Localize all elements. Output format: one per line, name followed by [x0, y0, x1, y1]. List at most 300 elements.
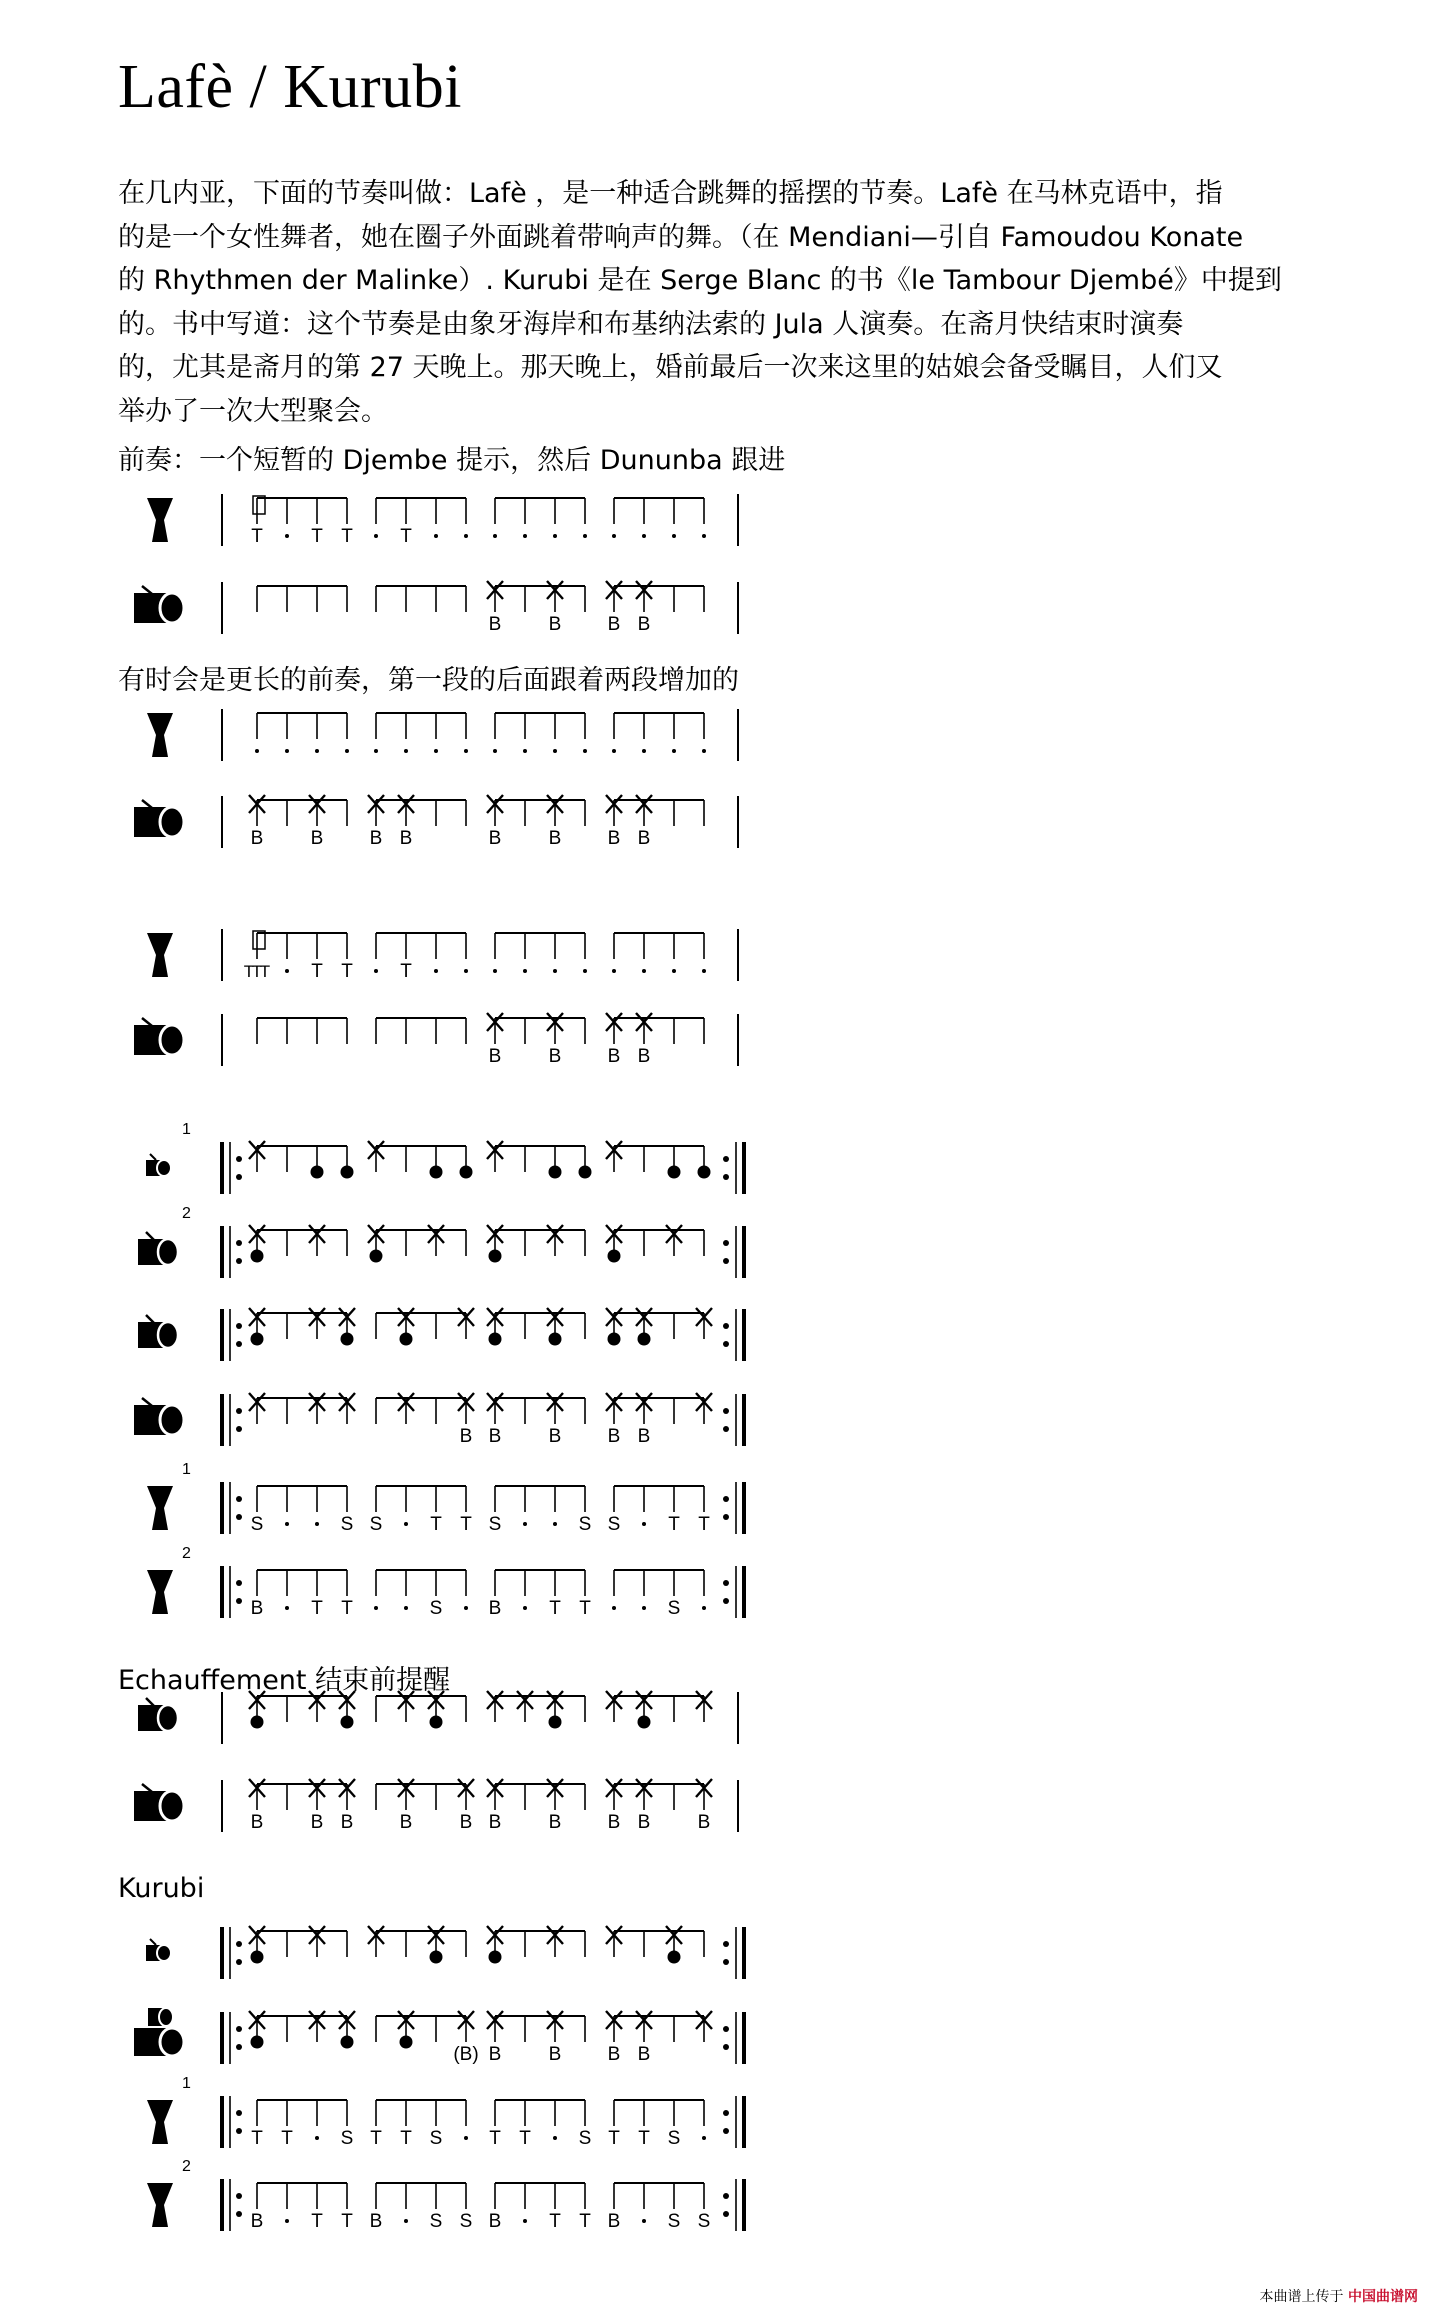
stroke-letter: T — [341, 526, 353, 547]
staff-row — [147, 1461, 744, 1535]
kurubi-heading: Kurubi — [118, 1873, 205, 1904]
repeat-dot — [723, 2211, 729, 2217]
stroke-letter: S — [578, 2128, 592, 2149]
rest-dot — [523, 534, 527, 538]
rest-dot — [285, 1522, 289, 1526]
stroke-letter: T — [549, 1598, 561, 1619]
rest-dot — [642, 969, 646, 973]
stroke-letter: T — [668, 1514, 680, 1535]
repeat-dot — [236, 1341, 242, 1347]
stroke-letter: B — [637, 828, 651, 849]
intro-line: 的。书中写道：这个节奏是由象牙海岸和布基纳法索的 Jula 人演奏。在斋月快结束时演奏 — [118, 308, 1184, 340]
drum-stick — [150, 1939, 156, 1945]
rest-dot — [285, 749, 289, 753]
stroke-letter: B — [488, 1598, 502, 1619]
rest-dot — [464, 749, 468, 753]
drum-stick — [150, 1154, 156, 1160]
repeat-dot — [723, 1941, 729, 1947]
open-stroke-dot — [370, 1250, 383, 1263]
stroke-letter: T — [638, 2128, 650, 2149]
stroke-letter: B — [459, 1812, 473, 1833]
rest-dot — [612, 749, 616, 753]
drum-stick — [146, 1315, 154, 1323]
longer-intro-heading: 有时会是更长的前奏，第一段的后面跟着两段增加的 — [118, 665, 739, 696]
dununba-icon — [134, 1018, 184, 1055]
rest-dot — [315, 749, 319, 753]
repeat-dot — [236, 1959, 242, 1965]
staff-row — [138, 1691, 738, 1744]
rest-dot — [523, 969, 527, 973]
stroke-letter: T — [400, 961, 412, 982]
stroke-letter: T — [400, 526, 412, 547]
stroke-letter: B — [369, 2211, 383, 2232]
drum-stick — [142, 1784, 152, 1792]
drum-head — [157, 1945, 171, 1961]
stroke-letter: B — [488, 1426, 502, 1447]
staff-row — [134, 795, 738, 849]
stroke-letter: S — [607, 1514, 621, 1535]
kenkeni-icon — [146, 1154, 171, 1176]
rest-dot — [612, 969, 616, 973]
stroke-letter: B — [548, 828, 562, 849]
part-number: 2 — [182, 2158, 191, 2175]
open-stroke-dot — [549, 1716, 562, 1729]
djembe-body — [147, 1486, 173, 1530]
drum-head-top — [159, 2008, 173, 2026]
stroke-letter: S — [340, 2128, 354, 2149]
sangban-icon — [138, 1698, 178, 1731]
repeat-dot — [723, 2044, 729, 2050]
stroke-letter: T — [251, 526, 263, 547]
rest-dot — [523, 1606, 527, 1610]
open-stroke-dot — [608, 1333, 621, 1346]
open-stroke-dot — [341, 1716, 354, 1729]
open-stroke-dot — [251, 1333, 264, 1346]
rest-dot — [315, 2136, 319, 2140]
drum-stick — [146, 1698, 154, 1706]
rest-dot — [612, 1606, 616, 1610]
stroke-letter: T — [243, 962, 255, 981]
stroke-letter: T — [311, 526, 323, 547]
open-stroke-dot — [489, 1951, 502, 1964]
staff-row — [134, 2008, 744, 2065]
footer-brand: 中国曲谱网 — [1348, 2289, 1418, 2305]
open-stroke-dot — [430, 1951, 443, 1964]
rest-dot — [642, 749, 646, 753]
staff-row — [147, 929, 738, 982]
repeat-dot — [236, 1426, 242, 1432]
rest-dot — [404, 2219, 408, 2223]
intro-heading: 前奏：一个短暂的 Djembe 提示，然后 Dununba 跟进 — [118, 445, 786, 476]
drum-head — [158, 1322, 178, 1348]
open-stroke-dot — [549, 1166, 562, 1179]
part-number: 1 — [182, 2075, 191, 2092]
three-dun-icon — [134, 2008, 184, 2056]
stroke-letter: B — [607, 2211, 621, 2232]
rest-dot — [553, 749, 557, 753]
stroke-letter: B — [548, 2044, 562, 2065]
repeat-dot — [236, 2110, 242, 2116]
stroke-letter: T — [608, 2128, 620, 2149]
stroke-letter: T — [259, 962, 271, 981]
stroke-letter: S — [459, 2211, 473, 2232]
staff-row — [146, 1121, 744, 1194]
rest-dot — [255, 749, 259, 753]
open-stroke-dot — [489, 1250, 502, 1263]
repeat-dot — [236, 1598, 242, 1604]
page-title: Lafè / Kurubi — [118, 53, 462, 121]
stroke-letter: T — [370, 2128, 382, 2149]
repeat-dot — [723, 1341, 729, 1347]
stroke-letter: B — [488, 614, 502, 635]
rest-dot — [285, 1606, 289, 1610]
rest-dot — [285, 969, 289, 973]
drum-head — [160, 1405, 184, 1435]
stroke-letter: (B) — [453, 2044, 479, 2065]
open-stroke-dot — [251, 1250, 264, 1263]
rest-dot — [642, 1522, 646, 1526]
stroke-letter: B — [548, 1426, 562, 1447]
rest-dot — [374, 969, 378, 973]
drum-stick — [142, 1398, 152, 1406]
drum-stick — [146, 1232, 154, 1240]
repeat-dot — [236, 1496, 242, 1502]
intro-line: 在几内亚，下面的节奏叫做：Lafè ，是一种适合跳舞的摇摆的节奏。Lafè 在马林克语中，指 — [118, 178, 1223, 209]
stroke-letter: B — [637, 2044, 651, 2065]
sangban-icon — [138, 1232, 178, 1265]
open-stroke-dot — [341, 1333, 354, 1346]
footer-credit — [1260, 2286, 1418, 2306]
open-stroke-dot — [341, 1166, 354, 1179]
repeat-dot — [723, 1959, 729, 1965]
repeat-dot — [723, 1580, 729, 1586]
repeat-dot — [723, 1323, 729, 1329]
part-number: 2 — [182, 1205, 191, 1222]
staff-row — [147, 1545, 744, 1619]
open-stroke-dot — [460, 1166, 473, 1179]
rest-dot — [553, 2136, 557, 2140]
djembe-body — [147, 2100, 173, 2144]
repeat-dot — [236, 1323, 242, 1329]
repeat-dot — [723, 2128, 729, 2134]
dununba-icon — [134, 1398, 184, 1435]
stroke-letter: T — [311, 961, 323, 982]
stroke-letter: T — [251, 2128, 263, 2149]
footer-prefix: 本曲谱上传于 — [1259, 2289, 1344, 2305]
stroke-letter: B — [310, 1812, 324, 1833]
stroke-letter: T — [460, 1514, 472, 1535]
stroke-letter: T — [549, 2211, 561, 2232]
open-stroke-dot — [608, 1250, 621, 1263]
rest-dot — [285, 2219, 289, 2223]
repeat-dot — [723, 1496, 729, 1502]
open-stroke-dot — [400, 2036, 413, 2049]
rest-dot — [612, 534, 616, 538]
stroke-letter: B — [250, 828, 264, 849]
stroke-letter: T — [698, 1514, 710, 1535]
stroke-letter: B — [369, 828, 383, 849]
rest-dot — [493, 749, 497, 753]
open-stroke-dot — [549, 1333, 562, 1346]
stroke-letter: B — [607, 2044, 621, 2065]
staff-row — [146, 1926, 744, 1979]
staff-row — [147, 2075, 744, 2149]
rest-dot — [523, 1522, 527, 1526]
rest-dot — [702, 1606, 706, 1610]
stroke-letter: B — [488, 1812, 502, 1833]
open-stroke-dot — [638, 1716, 651, 1729]
stroke-letter: B — [697, 1812, 711, 1833]
drum-head — [160, 2028, 184, 2056]
stroke-letter: B — [548, 1812, 562, 1833]
djembe-body — [147, 1570, 173, 1614]
djembe-body — [147, 498, 173, 542]
drum-head — [160, 807, 184, 837]
rest-dot — [702, 969, 706, 973]
djembe-body — [147, 933, 173, 977]
stroke-letter: T — [579, 2211, 591, 2232]
dununba-icon — [134, 800, 184, 837]
drum-head — [160, 1791, 184, 1821]
open-stroke-dot — [311, 1166, 324, 1179]
rest-dot — [642, 1606, 646, 1610]
repeat-dot — [723, 1240, 729, 1246]
rest-dot — [464, 969, 468, 973]
staff-row — [147, 2158, 744, 2232]
stroke-letter: T — [251, 962, 263, 981]
stroke-letter: B — [607, 828, 621, 849]
drum-stick — [142, 800, 152, 808]
intro-line: 的 Rhythmen der Malinke）. Kurubi 是在 Serge Blanc 的书《le Tambour Djembé》中提到 — [118, 265, 1282, 297]
stroke-letter: S — [429, 2128, 443, 2149]
repeat-dot — [723, 1174, 729, 1180]
echauffement-heading: Echauffement 结束前提醒 — [118, 1665, 451, 1696]
rest-dot — [553, 969, 557, 973]
rest-dot — [553, 534, 557, 538]
repeat-dot — [236, 1514, 242, 1520]
djembe-icon — [147, 2183, 173, 2227]
repeat-dot — [723, 1514, 729, 1520]
part-number: 1 — [182, 1461, 191, 1478]
stroke-letter: S — [429, 1598, 443, 1619]
stroke-letter: B — [637, 1426, 651, 1447]
rest-dot — [583, 534, 587, 538]
part-number: 2 — [182, 1545, 191, 1562]
rest-dot — [285, 534, 289, 538]
stroke-letter: S — [697, 2211, 711, 2232]
repeat-dot — [236, 1941, 242, 1947]
rest-dot — [404, 1522, 408, 1526]
rest-dot — [642, 2219, 646, 2223]
stroke-letter: B — [637, 1812, 651, 1833]
rest-dot — [702, 534, 706, 538]
stroke-letter: B — [607, 1046, 621, 1067]
open-stroke-dot — [430, 1716, 443, 1729]
rest-dot — [583, 969, 587, 973]
rest-dot — [404, 749, 408, 753]
repeat-dot — [723, 1598, 729, 1604]
open-stroke-dot — [341, 2036, 354, 2049]
stroke-letter: B — [310, 828, 324, 849]
repeat-dot — [723, 1426, 729, 1432]
rest-dot — [464, 534, 468, 538]
rest-dot — [404, 1606, 408, 1610]
open-stroke-dot — [698, 1166, 711, 1179]
part-number: 1 — [182, 1121, 191, 1138]
stroke-letter: B — [488, 2211, 502, 2232]
stroke-letter: S — [369, 1514, 383, 1535]
djembe-icon — [147, 933, 173, 977]
drum-stick — [142, 1018, 152, 1026]
rest-dot — [374, 534, 378, 538]
stroke-letter: S — [340, 1514, 354, 1535]
rest-dot — [374, 749, 378, 753]
stroke-letter: S — [250, 1514, 264, 1535]
repeat-dot — [723, 1258, 729, 1264]
drum-head — [158, 1239, 178, 1265]
djembe-icon — [147, 1486, 173, 1530]
repeat-dot — [723, 2193, 729, 2199]
open-stroke-dot — [579, 1166, 592, 1179]
stroke-letter: T — [311, 1598, 323, 1619]
stroke-letter: S — [429, 2211, 443, 2232]
staff-row — [134, 1779, 738, 1833]
repeat-dot — [236, 2026, 242, 2032]
rest-dot — [672, 534, 676, 538]
stroke-letter: B — [250, 1812, 264, 1833]
stroke-letter: B — [340, 1812, 354, 1833]
repeat-dot — [236, 2128, 242, 2134]
rest-dot — [702, 749, 706, 753]
stroke-letter: B — [488, 828, 502, 849]
stroke-letter: B — [250, 2211, 264, 2232]
djembe-body — [147, 713, 173, 757]
dununba-icon — [134, 586, 184, 623]
stroke-letter: S — [578, 1514, 592, 1535]
stroke-letter: T — [281, 2128, 293, 2149]
stroke-letter: T — [579, 1598, 591, 1619]
stroke-letter: B — [459, 1426, 473, 1447]
stroke-letter: B — [488, 1046, 502, 1067]
stroke-letter: B — [548, 614, 562, 635]
open-stroke-dot — [489, 1333, 502, 1346]
djembe-body — [147, 2183, 173, 2227]
repeat-dot — [723, 1156, 729, 1162]
rest-dot — [464, 1606, 468, 1610]
rest-dot — [434, 534, 438, 538]
dununba-icon — [134, 1784, 184, 1821]
stroke-letter: T — [519, 2128, 531, 2149]
rest-dot — [642, 534, 646, 538]
open-stroke-dot — [668, 1951, 681, 1964]
staff-row — [134, 1393, 744, 1447]
staff-row — [138, 1308, 744, 1361]
stroke-letter: B — [399, 828, 413, 849]
djembe-icon — [147, 713, 173, 757]
intro-line: 举办了一次大型聚会。 — [118, 395, 388, 427]
rest-dot — [583, 749, 587, 753]
drum-head — [158, 1705, 178, 1731]
rest-dot — [315, 1522, 319, 1526]
repeat-dot — [236, 2211, 242, 2217]
open-stroke-dot — [638, 1333, 651, 1346]
stroke-letter: S — [488, 1514, 502, 1535]
repeat-dot — [236, 1580, 242, 1586]
open-stroke-dot — [251, 2036, 264, 2049]
rest-dot — [434, 969, 438, 973]
open-stroke-dot — [251, 1716, 264, 1729]
repeat-dot — [723, 1408, 729, 1414]
stroke-letter: B — [548, 1046, 562, 1067]
staff-row — [147, 709, 738, 761]
stroke-letter: T — [341, 961, 353, 982]
stroke-letter: B — [250, 1598, 264, 1619]
staff-row — [134, 1013, 738, 1067]
stroke-letter: B — [637, 614, 651, 635]
open-stroke-dot — [430, 1166, 443, 1179]
drum-stick — [142, 586, 152, 594]
rest-dot — [672, 749, 676, 753]
open-stroke-dot — [668, 1166, 681, 1179]
rest-dot — [523, 2219, 527, 2223]
staff-row — [147, 494, 738, 547]
repeat-dot — [723, 2026, 729, 2032]
rest-dot — [345, 749, 349, 753]
staff-row — [138, 1205, 744, 1278]
sangban-icon — [138, 1315, 178, 1348]
djembe-icon — [147, 498, 173, 542]
stroke-letter: B — [607, 1812, 621, 1833]
kenkeni-icon — [146, 1939, 171, 1961]
repeat-dot — [236, 1240, 242, 1246]
djembe-icon — [147, 1570, 173, 1614]
rest-dot — [523, 749, 527, 753]
repeat-dot — [236, 1174, 242, 1180]
rest-dot — [672, 969, 676, 973]
intro-line: 的是一个女性舞者，她在圈子外面跳着带响声的舞。（在 Mendiani—引自 Famoudou Konate — [118, 221, 1244, 253]
repeat-dot — [236, 1156, 242, 1162]
repeat-dot — [236, 1408, 242, 1414]
stroke-letter: T — [430, 1514, 442, 1535]
rest-dot — [434, 749, 438, 753]
stroke-letter: B — [637, 1046, 651, 1067]
stroke-letter: S — [667, 2211, 681, 2232]
stroke-letter: B — [399, 1812, 413, 1833]
open-stroke-dot — [251, 1951, 264, 1964]
stroke-letter: T — [400, 2128, 412, 2149]
repeat-dot — [236, 1258, 242, 1264]
rest-dot — [553, 1522, 557, 1526]
rest-dot — [493, 969, 497, 973]
djembe-icon — [147, 2100, 173, 2144]
stroke-letter: T — [311, 2211, 323, 2232]
stroke-letter: S — [667, 2128, 681, 2149]
stroke-letter: B — [607, 1426, 621, 1447]
drum-head — [160, 1025, 184, 1055]
rest-dot — [702, 2136, 706, 2140]
intro-line: 的，尤其是斋月的第 27 天晚上。那天晚上，婚前最后一次来这里的姑娘会备受瞩目，人们又 — [118, 352, 1223, 384]
stroke-letter: B — [607, 614, 621, 635]
repeat-dot — [723, 2110, 729, 2116]
stroke-letter: T — [341, 2211, 353, 2232]
open-stroke-dot — [400, 1333, 413, 1346]
stroke-letter: T — [489, 2128, 501, 2149]
rest-dot — [374, 1606, 378, 1610]
repeat-dot — [236, 2193, 242, 2199]
stroke-letter: T — [341, 1598, 353, 1619]
stroke-letter: S — [667, 1598, 681, 1619]
repeat-dot — [236, 2044, 242, 2050]
